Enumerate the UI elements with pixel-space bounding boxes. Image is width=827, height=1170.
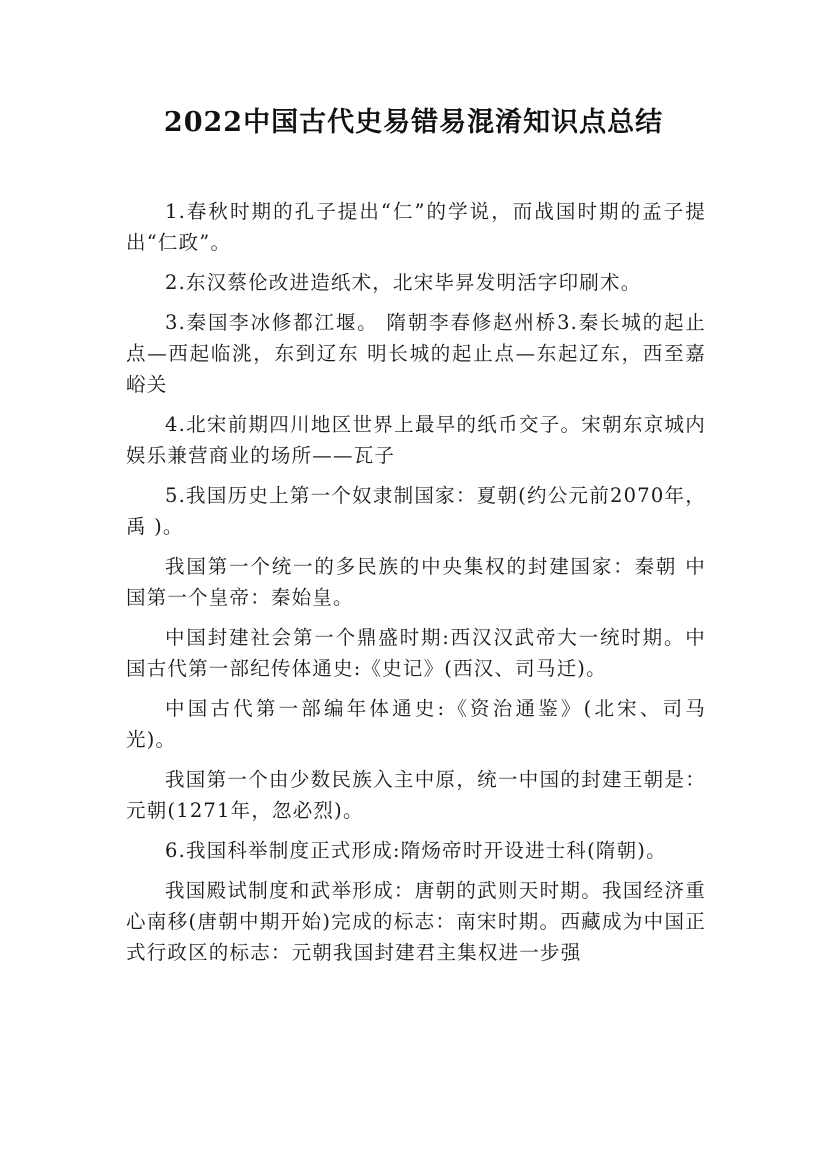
paragraph: 3.秦国李冰修都江堰。 隋朝李春修赵州桥3.秦长城的起止点—西起临洮，东到辽东 明长城的起止点—东起辽东，西至嘉峪关 <box>126 311 706 396</box>
paragraph: 我国第一个由少数民族入主中原，统一中国的封建王朝是：元朝(1271年，忽必烈)。 <box>126 768 706 822</box>
document-title: 2022中国古代史易错易混淆知识点总结 <box>163 107 664 138</box>
paragraph: 中国古代第一部编年体通史:《资治通鉴》(北宋、司马光)。 <box>126 697 706 751</box>
paragraph: 我国殿试制度和武举形成：唐朝的武则天时期。我国经济重心南移(唐朝中期开始)完成的标志：南宋时期。西藏成为中国正式行政区的标志：元朝我国封建君主集权进一步强 <box>126 879 706 964</box>
document-body <box>126 196 706 977</box>
paragraph: 6.我国科举制度正式形成:隋炀帝时开设进士科(隋朝)。 <box>165 839 667 862</box>
paragraph: 5.我国历史上第一个奴隶制国家：夏朝(约公元前2070年，禹 )。 <box>126 484 706 538</box>
paragraph: 1.春秋时期的孔子提出“仁”的学说，而战国时期的孟子提出“仁政”。 <box>126 200 706 254</box>
paragraph: 2.东汉蔡伦改进造纸术，北宋毕昇发明活字印刷术。 <box>165 271 642 294</box>
paragraph: 我国第一个统一的多民族的中央集权的封建国家：秦朝 中国第一个皇帝：秦始皇。 <box>126 555 706 609</box>
paragraph: 中国封建社会第一个鼎盛时期:西汉汉武帝大一统时期。中国古代第一部纪传体通史:《史记》(西汉、司马迁)。 <box>126 626 706 680</box>
paragraph: 4.北宋前期四川地区世界上最早的纸币交子。宋朝东京城内娱乐兼营商业的场所——瓦子 <box>126 413 706 467</box>
